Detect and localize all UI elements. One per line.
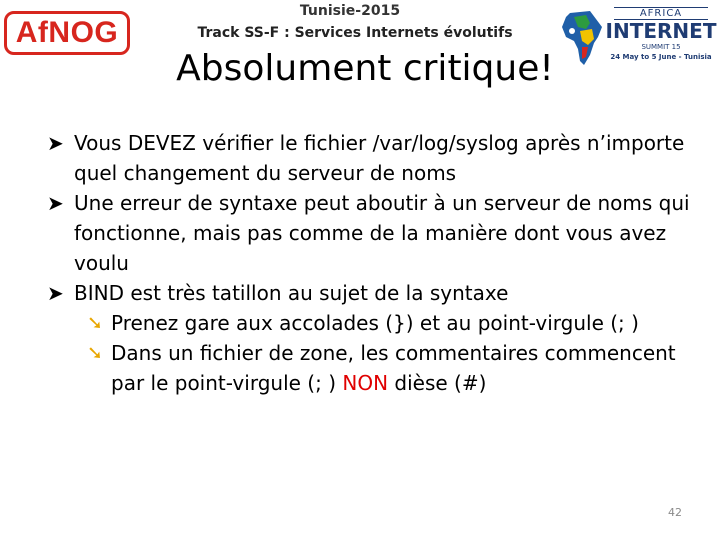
arrow-bullet-icon: ➤ bbox=[47, 281, 64, 305]
ais-internet-label: INTERNET bbox=[605, 19, 717, 43]
highlight-non: NON bbox=[342, 371, 389, 395]
event-name: Tunisie-2015 bbox=[299, 3, 401, 19]
bullet-text: Une erreur de syntaxe peut aboutir à un serveur de noms qui fonctionne, mais pas comme de la manière dont vous avez voulu bbox=[74, 191, 690, 275]
ais-africa-label: AFRICA bbox=[614, 7, 708, 20]
bullet-text: Vous DEVEZ vérifier le fichier /var/log/syslog après n’importe quel changement du serveur de noms bbox=[74, 131, 685, 185]
ais-summit-label: SUMMIT 15 bbox=[641, 43, 681, 51]
page-number: 42 bbox=[668, 506, 682, 519]
bullet-item bbox=[47, 188, 707, 278]
diagonal-arrow-bullet-icon: ➘ bbox=[87, 342, 103, 364]
sub-bullet-text: Dans un fichier de zone, les commentaires commencent par le point-virgule (; ) bbox=[111, 341, 676, 395]
afnog-logo bbox=[4, 11, 130, 55]
bullet-text: BIND est très tatillon au sujet de la syntaxe bbox=[74, 281, 509, 305]
arrow-bullet-icon: ➤ bbox=[47, 131, 64, 155]
track-name: Track SS-F : Services Internets évolutifs bbox=[197, 25, 513, 41]
ais-logo-text bbox=[604, 7, 718, 62]
afnog-logo-text: AfNOG bbox=[15, 16, 119, 49]
bullet-item bbox=[47, 128, 707, 188]
ais-dates-label: 24 May to 5 June - Tunisia bbox=[610, 53, 712, 61]
africa-internet-summit-logo bbox=[560, 5, 720, 77]
arrow-bullet-icon: ➤ bbox=[47, 191, 64, 215]
slide-content bbox=[47, 128, 707, 398]
slide-title: Absolument critique! bbox=[176, 48, 554, 89]
sub-bullet-item bbox=[47, 338, 707, 398]
bullet-item bbox=[47, 278, 707, 308]
sub-bullet-text: Prenez gare aux accolades (}) et au point-virgule (; ) bbox=[111, 311, 639, 335]
sub-bullet-item bbox=[47, 308, 707, 338]
diagonal-arrow-bullet-icon: ➘ bbox=[87, 312, 103, 334]
sub-bullet-text-end: dièse (#) bbox=[388, 371, 487, 395]
